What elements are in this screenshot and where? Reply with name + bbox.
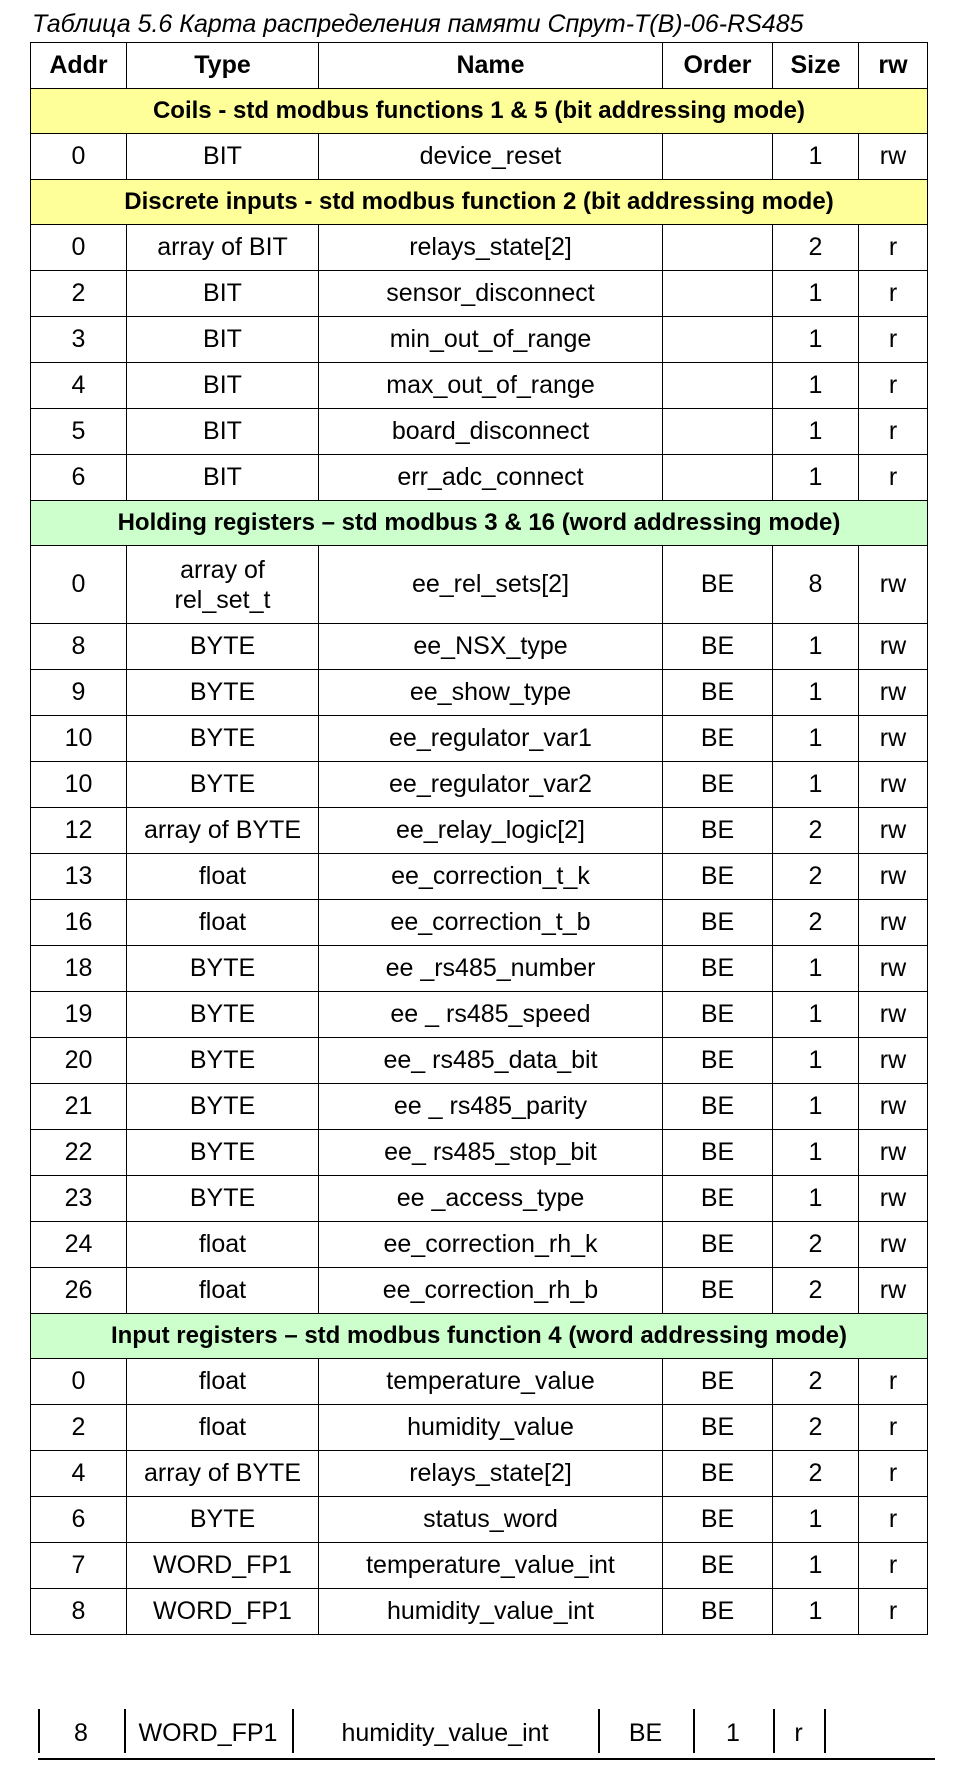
cell-size: 2 <box>773 808 859 854</box>
cell-rw: rw <box>859 624 928 670</box>
cell-type: BYTE <box>127 1038 319 1084</box>
table-row <box>31 946 928 992</box>
header-name: Name <box>319 43 663 89</box>
cell-addr: 8 <box>31 1589 127 1635</box>
cell-addr: 13 <box>31 854 127 900</box>
cell-name: ee_correction_t_k <box>319 854 663 900</box>
cell-addr: 18 <box>31 946 127 992</box>
cell-addr: 0 <box>31 134 127 180</box>
cell-type: float <box>127 1405 319 1451</box>
cell-type: BIT <box>127 409 319 455</box>
table-row <box>31 271 928 317</box>
cell-size: 1 <box>773 134 859 180</box>
table-row <box>31 762 928 808</box>
cell-order: BE <box>663 1359 773 1405</box>
cell-name: relays_state[2] <box>319 225 663 271</box>
table-row <box>31 1405 928 1451</box>
header-addr: Addr <box>31 43 127 89</box>
cell-size: 2 <box>773 854 859 900</box>
table-row <box>31 225 928 271</box>
cell-addr: 12 <box>31 808 127 854</box>
cell-size: 1 <box>773 992 859 1038</box>
section-header-row <box>31 180 928 225</box>
cell-name: min_out_of_range <box>319 317 663 363</box>
cell-rw: rw <box>859 900 928 946</box>
repeated-type: WORD_FP1 <box>138 1719 278 1747</box>
cell-size: 1 <box>773 624 859 670</box>
cell-size: 1 <box>773 455 859 501</box>
cell-name: ee _rs485_number <box>319 946 663 992</box>
cell-addr: 7 <box>31 1543 127 1589</box>
cell-name: ee _ rs485_parity <box>319 1084 663 1130</box>
cell-addr: 0 <box>31 1359 127 1405</box>
table-row <box>31 670 928 716</box>
cell-type: BYTE <box>127 1497 319 1543</box>
cell-name: relays_state[2] <box>319 1451 663 1497</box>
cell-name: humidity_value <box>319 1405 663 1451</box>
cell-rw: rw <box>859 1176 928 1222</box>
cell-name: ee_ rs485_stop_bit <box>319 1130 663 1176</box>
table-row <box>31 716 928 762</box>
cell-order: BE <box>663 1130 773 1176</box>
cell-name: sensor_disconnect <box>319 271 663 317</box>
header-rw: rw <box>859 43 928 89</box>
section-header-row <box>31 1314 928 1359</box>
cell-addr: 3 <box>31 317 127 363</box>
cell-order: BE <box>663 624 773 670</box>
table-row <box>31 1543 928 1589</box>
cell-type: WORD_FP1 <box>127 1589 319 1635</box>
cell-order <box>663 134 773 180</box>
cell-name: temperature_value <box>319 1359 663 1405</box>
cell-addr: 5 <box>31 409 127 455</box>
cell-type: array of BYTE <box>127 808 319 854</box>
section-title: Holding registers – std modbus 3 & 16 (word addressing mode) <box>31 501 928 546</box>
cell-type: float <box>127 1222 319 1268</box>
cell-order: BE <box>663 1268 773 1314</box>
cell-name: status_word <box>319 1497 663 1543</box>
repeated-order: BE <box>628 1719 663 1747</box>
cell-addr: 8 <box>31 624 127 670</box>
cell-size: 1 <box>773 1084 859 1130</box>
table-row <box>31 546 928 624</box>
cell-addr: 10 <box>31 716 127 762</box>
header-row <box>31 43 928 89</box>
cell-rw: rw <box>859 134 928 180</box>
cell-rw: rw <box>859 992 928 1038</box>
cell-size: 1 <box>773 1130 859 1176</box>
table-row <box>31 1176 928 1222</box>
cell-size: 2 <box>773 225 859 271</box>
cell-addr: 2 <box>31 1405 127 1451</box>
cell-name: err_adc_connect <box>319 455 663 501</box>
cell-addr: 6 <box>31 1497 127 1543</box>
cell-rw: r <box>859 1451 928 1497</box>
cell-order: BE <box>663 992 773 1038</box>
cell-size: 2 <box>773 1268 859 1314</box>
cell-type: array of BYTE <box>127 1451 319 1497</box>
cell-order <box>663 225 773 271</box>
cell-rw: rw <box>859 808 928 854</box>
cell-addr: 23 <box>31 1176 127 1222</box>
header-size: Size <box>773 43 859 89</box>
cell-size: 8 <box>773 546 859 624</box>
cell-rw: r <box>859 271 928 317</box>
cell-addr: 10 <box>31 762 127 808</box>
cell-type: BYTE <box>127 992 319 1038</box>
cell-name: max_out_of_range <box>319 363 663 409</box>
header-order: Order <box>663 43 773 89</box>
cell-size: 1 <box>773 762 859 808</box>
cell-order <box>663 363 773 409</box>
cell-name: ee_relay_logic[2] <box>319 808 663 854</box>
cell-type: BYTE <box>127 1130 319 1176</box>
table-row <box>31 134 928 180</box>
table-row <box>31 1451 928 1497</box>
table-row <box>31 808 928 854</box>
cell-name: ee_regulator_var2 <box>319 762 663 808</box>
cell-type: WORD_FP1 <box>127 1543 319 1589</box>
cell-type: array of BIT <box>127 225 319 271</box>
cell-addr: 20 <box>31 1038 127 1084</box>
cell-order: BE <box>663 1038 773 1084</box>
cell-rw: rw <box>859 762 928 808</box>
cell-rw: r <box>859 363 928 409</box>
cell-order: BE <box>663 762 773 808</box>
cell-addr: 16 <box>31 900 127 946</box>
cell-order: BE <box>663 1222 773 1268</box>
cell-addr: 0 <box>31 546 127 624</box>
cell-rw: rw <box>859 1130 928 1176</box>
cell-type: BYTE <box>127 624 319 670</box>
cell-rw: r <box>859 225 928 271</box>
repeated-row-fragment <box>38 1707 935 1759</box>
table-row <box>31 1222 928 1268</box>
cell-name: humidity_value_int <box>319 1589 663 1635</box>
cell-name: ee_correction_rh_b <box>319 1268 663 1314</box>
cell-size: 2 <box>773 1222 859 1268</box>
cell-order: BE <box>663 1176 773 1222</box>
cell-size: 1 <box>773 409 859 455</box>
table-row <box>31 1084 928 1130</box>
cell-size: 1 <box>773 271 859 317</box>
cell-name: ee_show_type <box>319 670 663 716</box>
cell-addr: 21 <box>31 1084 127 1130</box>
table-row <box>31 317 928 363</box>
cell-name: ee_correction_rh_k <box>319 1222 663 1268</box>
cell-addr: 9 <box>31 670 127 716</box>
cell-name: ee_rel_sets[2] <box>319 546 663 624</box>
cell-rw: r <box>859 1359 928 1405</box>
table-row <box>31 900 928 946</box>
repeated-rw: r <box>794 1719 803 1747</box>
section-title: Discrete inputs - std modbus function 2 (bit addressing mode) <box>31 180 928 225</box>
cell-order <box>663 271 773 317</box>
cell-name: ee_NSX_type <box>319 624 663 670</box>
cell-type: BIT <box>127 134 319 180</box>
cell-addr: 24 <box>31 1222 127 1268</box>
table-row <box>31 1130 928 1176</box>
section-title: Coils - std modbus functions 1 & 5 (bit addressing mode) <box>31 89 928 134</box>
cell-type: BYTE <box>127 1084 319 1130</box>
cell-order <box>663 317 773 363</box>
cell-order: BE <box>663 854 773 900</box>
section-header-row <box>31 501 928 546</box>
cell-order: BE <box>663 1497 773 1543</box>
cell-type: BYTE <box>127 762 319 808</box>
header-type: Type <box>127 43 319 89</box>
cell-type: array of rel_set_t <box>127 546 319 624</box>
cell-type: BYTE <box>127 716 319 762</box>
cell-size: 1 <box>773 363 859 409</box>
cell-size: 1 <box>773 1176 859 1222</box>
cell-rw: r <box>859 409 928 455</box>
cell-name: device_reset <box>319 134 663 180</box>
cell-order: BE <box>663 946 773 992</box>
cell-size: 1 <box>773 946 859 992</box>
cell-type: BIT <box>127 363 319 409</box>
table-row <box>31 1268 928 1314</box>
cell-rw: r <box>859 317 928 363</box>
cell-size: 1 <box>773 1543 859 1589</box>
cell-size: 1 <box>773 317 859 363</box>
memory-map-table <box>30 42 928 1635</box>
cell-addr: 4 <box>31 363 127 409</box>
table-row <box>31 1359 928 1405</box>
table-row <box>31 1497 928 1543</box>
cell-order: BE <box>663 1084 773 1130</box>
cell-size: 2 <box>773 900 859 946</box>
cell-size: 1 <box>773 716 859 762</box>
cell-size: 1 <box>773 1497 859 1543</box>
cell-rw: rw <box>859 946 928 992</box>
cell-type: float <box>127 900 319 946</box>
repeated-addr: 8 <box>74 1719 88 1747</box>
cell-rw: rw <box>859 716 928 762</box>
cell-size: 2 <box>773 1359 859 1405</box>
cell-rw: rw <box>859 1084 928 1130</box>
cell-type: BYTE <box>127 1176 319 1222</box>
cell-type: float <box>127 1359 319 1405</box>
cell-addr: 4 <box>31 1451 127 1497</box>
repeated-size: 1 <box>726 1719 740 1747</box>
cell-rw: r <box>859 455 928 501</box>
cell-type: BIT <box>127 455 319 501</box>
repeated-name: humidity_value_int <box>341 1719 549 1747</box>
cell-type: float <box>127 854 319 900</box>
table-row <box>31 1038 928 1084</box>
cell-order: BE <box>663 900 773 946</box>
cell-order <box>663 409 773 455</box>
table-row <box>31 409 928 455</box>
cell-name: temperature_value_int <box>319 1543 663 1589</box>
cell-type: float <box>127 1268 319 1314</box>
cell-order: BE <box>663 1451 773 1497</box>
cell-order: BE <box>663 670 773 716</box>
cell-addr: 0 <box>31 225 127 271</box>
cell-addr: 26 <box>31 1268 127 1314</box>
cell-size: 2 <box>773 1451 859 1497</box>
cell-size: 2 <box>773 1405 859 1451</box>
cell-order <box>663 455 773 501</box>
table-row <box>31 363 928 409</box>
cell-rw: r <box>859 1543 928 1589</box>
cell-addr: 22 <box>31 1130 127 1176</box>
cell-rw: rw <box>859 1038 928 1084</box>
cell-order: BE <box>663 808 773 854</box>
cell-rw: r <box>859 1405 928 1451</box>
cell-addr: 2 <box>31 271 127 317</box>
cell-rw: rw <box>859 1268 928 1314</box>
cell-rw: r <box>859 1497 928 1543</box>
section-header-row <box>31 89 928 134</box>
section-title: Input registers – std modbus function 4 (word addressing mode) <box>31 1314 928 1359</box>
cell-rw: rw <box>859 1222 928 1268</box>
cell-order: BE <box>663 1405 773 1451</box>
cell-addr: 19 <box>31 992 127 1038</box>
cell-rw: rw <box>859 670 928 716</box>
cell-name: ee _ rs485_speed <box>319 992 663 1038</box>
cell-type: BYTE <box>127 670 319 716</box>
cell-type: BYTE <box>127 946 319 992</box>
cell-name: ee _access_type <box>319 1176 663 1222</box>
cell-rw: r <box>859 1589 928 1635</box>
cell-order: BE <box>663 1589 773 1635</box>
table-row <box>31 854 928 900</box>
cell-size: 1 <box>773 1589 859 1635</box>
table-row <box>31 455 928 501</box>
table-row <box>31 1589 928 1635</box>
cell-rw: rw <box>859 546 928 624</box>
cell-order: BE <box>663 1543 773 1589</box>
cell-size: 1 <box>773 670 859 716</box>
cell-name: board_disconnect <box>319 409 663 455</box>
cell-size: 1 <box>773 1038 859 1084</box>
table-caption: Таблица 5.6 Карта распределения памяти Спрут-Т(В)-06-RS485 <box>32 10 804 38</box>
cell-type: BIT <box>127 271 319 317</box>
cell-rw: rw <box>859 854 928 900</box>
cell-name: ee_correction_t_b <box>319 900 663 946</box>
cell-order: BE <box>663 716 773 762</box>
cell-name: ee_ rs485_data_bit <box>319 1038 663 1084</box>
cell-type: BIT <box>127 317 319 363</box>
table-row <box>31 624 928 670</box>
cell-addr: 6 <box>31 455 127 501</box>
cell-order: BE <box>663 546 773 624</box>
table-row <box>31 992 928 1038</box>
cell-name: ee_regulator_var1 <box>319 716 663 762</box>
